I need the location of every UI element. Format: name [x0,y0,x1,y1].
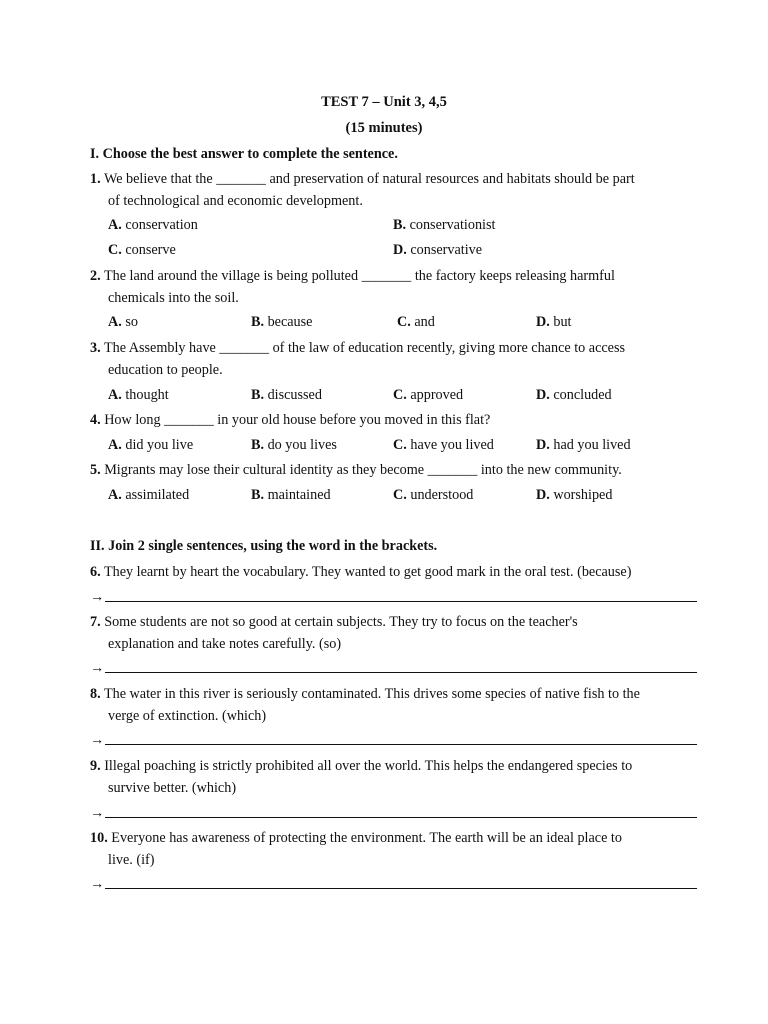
question-7 [90,611,677,655]
option-b[interactable]: B. conservationist [393,217,496,233]
question-9 [90,755,677,799]
option-d[interactable]: D. had you lived [536,437,631,453]
question-text-continued: education to people. [108,362,223,378]
option-c[interactable]: C. conserve [108,242,176,258]
option-c[interactable]: C. and [397,314,435,330]
arrow-icon: → [90,876,105,892]
question-text: The land around the village is being polluted _______ the factory keeps releasing harmful [103,268,615,284]
option-b[interactable]: B. discussed [251,387,322,403]
question-number: 7. [90,614,101,630]
arrow-icon: → [90,589,105,605]
question-8 [90,683,677,727]
option-a[interactable]: A. so [108,314,138,330]
option-a[interactable]: A. assimilated [108,487,190,503]
question-3 [90,337,677,381]
question-6 [90,561,710,583]
part1-heading: I. Choose the best answer to complete the sentence. [90,146,398,162]
question-10 [90,827,677,871]
question-number: 4. [90,412,101,428]
option-c[interactable]: C. approved [393,387,464,403]
option-b[interactable]: B. maintained [251,487,331,503]
question-text-continued: survive better. (which) [108,780,237,796]
question-text: Migrants may lose their cultural identity as they become _______ into the new community. [104,462,622,478]
option-c[interactable]: C. have you lived [393,437,494,453]
arrow-icon: → [90,660,105,676]
question-2 [90,265,677,309]
answer-line-9[interactable] [90,802,697,824]
question-text: Illegal poaching is strictly prohibited all over the world. This helps the endangered species to [104,758,633,774]
question-text: The water in this river is seriously contaminated. This drives some species of native fish to the [103,686,640,702]
arrow-icon: → [90,805,105,821]
question-1 [90,168,677,212]
option-a[interactable]: A. conservation [108,217,198,233]
part2-heading: II. Join 2 single sentences, using the word in the brackets. [90,538,438,554]
question-number: 9. [90,758,101,774]
answer-line-10[interactable] [90,873,697,895]
question-number: 2. [90,268,101,284]
question-text: We believe that the _______ and preservation of natural resources and habitats should be part [103,171,635,187]
question-text: How long _______ in your old house before you moved in this flat? [104,412,491,428]
question-text-continued: chemicals into the soil. [108,290,239,306]
question-number: 8. [90,686,101,702]
answer-line-8[interactable] [90,729,697,751]
question-4 [90,409,677,431]
answer-line-6[interactable] [90,586,697,608]
option-a[interactable]: A. did you live [108,437,194,453]
question-text-continued: live. (if) [108,852,155,868]
question-number: 1. [90,171,101,187]
question-text: They learnt by heart the vocabulary. They wanted to get good mark in the oral test. (because) [103,564,632,580]
option-d[interactable]: D. concluded [536,387,612,403]
option-d[interactable]: D. but [536,314,572,330]
option-c[interactable]: C. understood [393,487,474,503]
question-5 [90,459,677,481]
option-d[interactable]: D. worshiped [536,487,613,503]
arrow-icon: → [90,732,105,748]
question-text: Some students are not so good at certain subjects. They try to focus on the teacher's [104,614,578,630]
question-number: 5. [90,462,101,478]
option-a[interactable]: A. thought [108,387,169,403]
question-number: 6. [90,564,101,580]
option-d[interactable]: D. conservative [393,242,483,258]
option-b[interactable]: B. because [251,314,313,330]
question-number: 3. [90,340,101,356]
answer-line-7[interactable] [90,657,697,679]
test-title: TEST 7 – Unit 3, 4,5 [321,94,447,110]
question-text: The Assembly have _______ of the law of education recently, giving more chance to access [103,340,626,356]
test-duration: (15 minutes) [345,120,423,136]
question-text-continued: verge of extinction. (which) [108,708,267,724]
question-text: Everyone has awareness of protecting the environment. The earth will be an ideal place to [111,830,622,846]
question-text-continued: explanation and take notes carefully. (so) [108,636,342,652]
question-text-continued: of technological and economic development. [108,193,363,209]
question-number: 10. [90,830,108,846]
option-b[interactable]: B. do you lives [251,437,337,453]
